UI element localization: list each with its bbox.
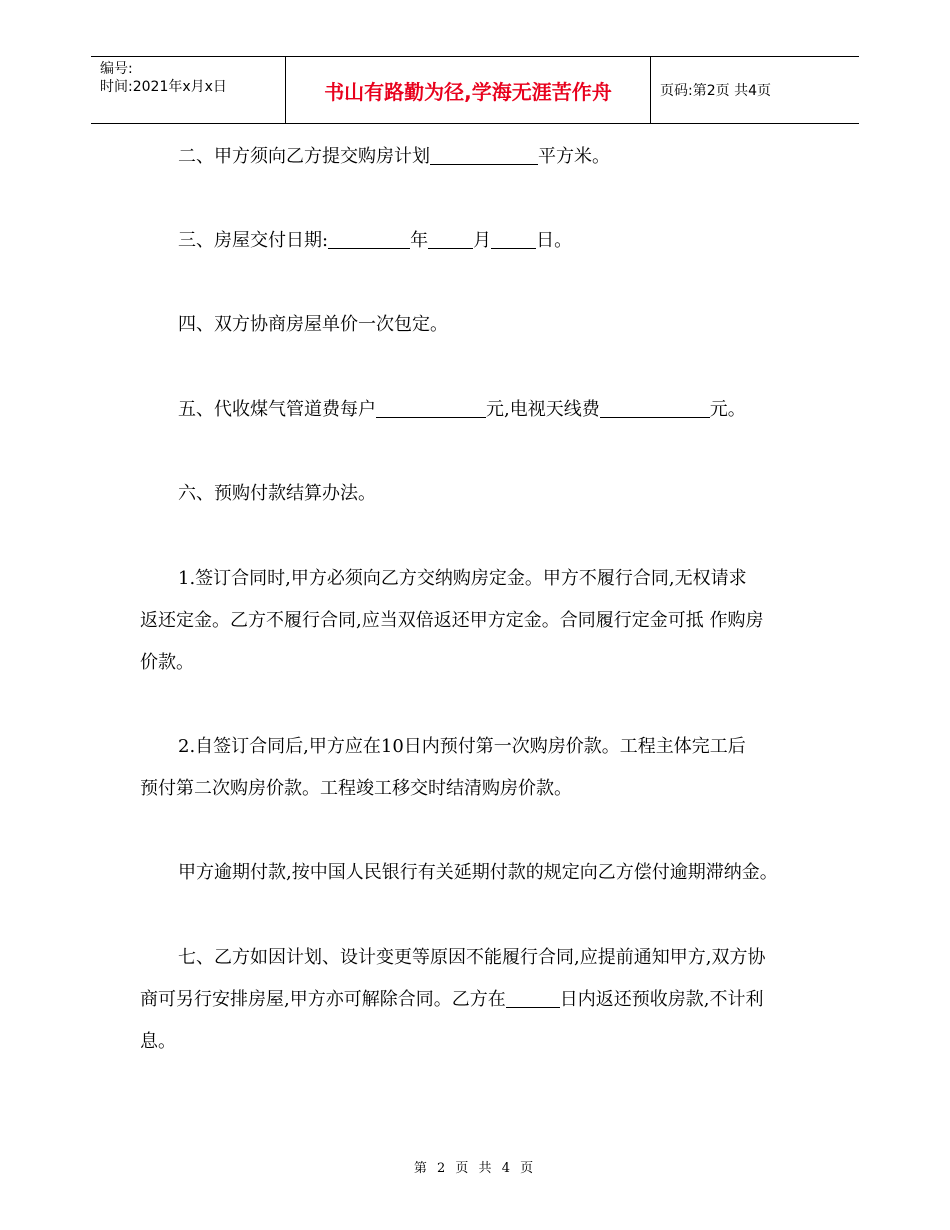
clause-5-text-b: 元,电视天线费 — [486, 399, 600, 420]
header-motto: 书山有路勤为径,学海无涯苦作舟 — [286, 57, 651, 123]
clause-6-1-line-1: 1.签订合同时,甲方必须向乙方交纳购房定金。甲方不履行合同,无权请求 — [178, 568, 747, 589]
clause-7-text-b: 日内返还预收房款,不计利 — [559, 989, 764, 1010]
clause-6-2-line-1: 2.自签订合同后,甲方应在10日内预付第一次购房价款。工程主体完工后 — [178, 736, 746, 757]
clause-5-text: 五、代收煤气管道费每户 — [178, 399, 376, 420]
clause-6-1-line-3: 价款。 — [140, 652, 194, 673]
clause-2-text: 二、甲方须向乙方提交购房计划 — [178, 146, 430, 167]
clause-6: 六、预购付款结算办法。 — [178, 483, 376, 504]
page-footer: 第 2 页 共 4 页 — [413, 1161, 537, 1176]
clause-7-text: 商可另行安排房屋,甲方亦可解除合同。乙方在 — [140, 989, 506, 1010]
year-label: 年 — [410, 230, 429, 251]
document-time-label: 时间:2021年x月x日 — [100, 79, 227, 95]
header-meta — [91, 57, 286, 123]
clause-2-unit: 平方米。 — [538, 146, 610, 167]
clause-7-line-2 — [140, 979, 812, 1020]
clause-5-unit: 元。 — [709, 399, 746, 420]
fill-blank — [428, 230, 473, 249]
fill-blank — [376, 399, 486, 418]
late-payment-clause: 甲方逾期付款,按中国人民银行有关延期付款的规定向乙方偿付逾期滞纳金。 — [178, 862, 778, 883]
clause-5 — [178, 389, 850, 430]
month-label: 月 — [473, 230, 492, 251]
fill-blank — [506, 989, 560, 1008]
clause-7-line-3: 息。 — [140, 1031, 176, 1052]
clause-3 — [178, 220, 850, 261]
fill-blank — [328, 230, 410, 249]
day-label: 日。 — [536, 230, 573, 251]
clause-6-2-line-2: 预付第二次购房价款。工程竣工移交时结清购房价款。 — [140, 778, 572, 799]
clause-2 — [178, 136, 850, 177]
clause-3-text: 三、房屋交付日期: — [178, 230, 329, 251]
clause-7-line-1: 七、乙方如因计划、设计变更等原因不能履行合同,应提前通知甲方,双方协 — [178, 947, 766, 968]
clause-6-1-line-2: 返还定金。乙方不履行合同,应当双倍返还甲方定金。合同履行定金可抵 作购房 — [140, 610, 764, 631]
document-number-label: 编号: — [100, 61, 133, 77]
fill-blank — [430, 146, 538, 165]
fill-blank — [600, 399, 710, 418]
clause-4: 四、双方协商房屋单价一次包定。 — [178, 314, 448, 335]
header-page-info: 页码:第2页 共4页 — [660, 83, 771, 99]
page-header — [91, 56, 859, 124]
fill-blank — [491, 230, 536, 249]
